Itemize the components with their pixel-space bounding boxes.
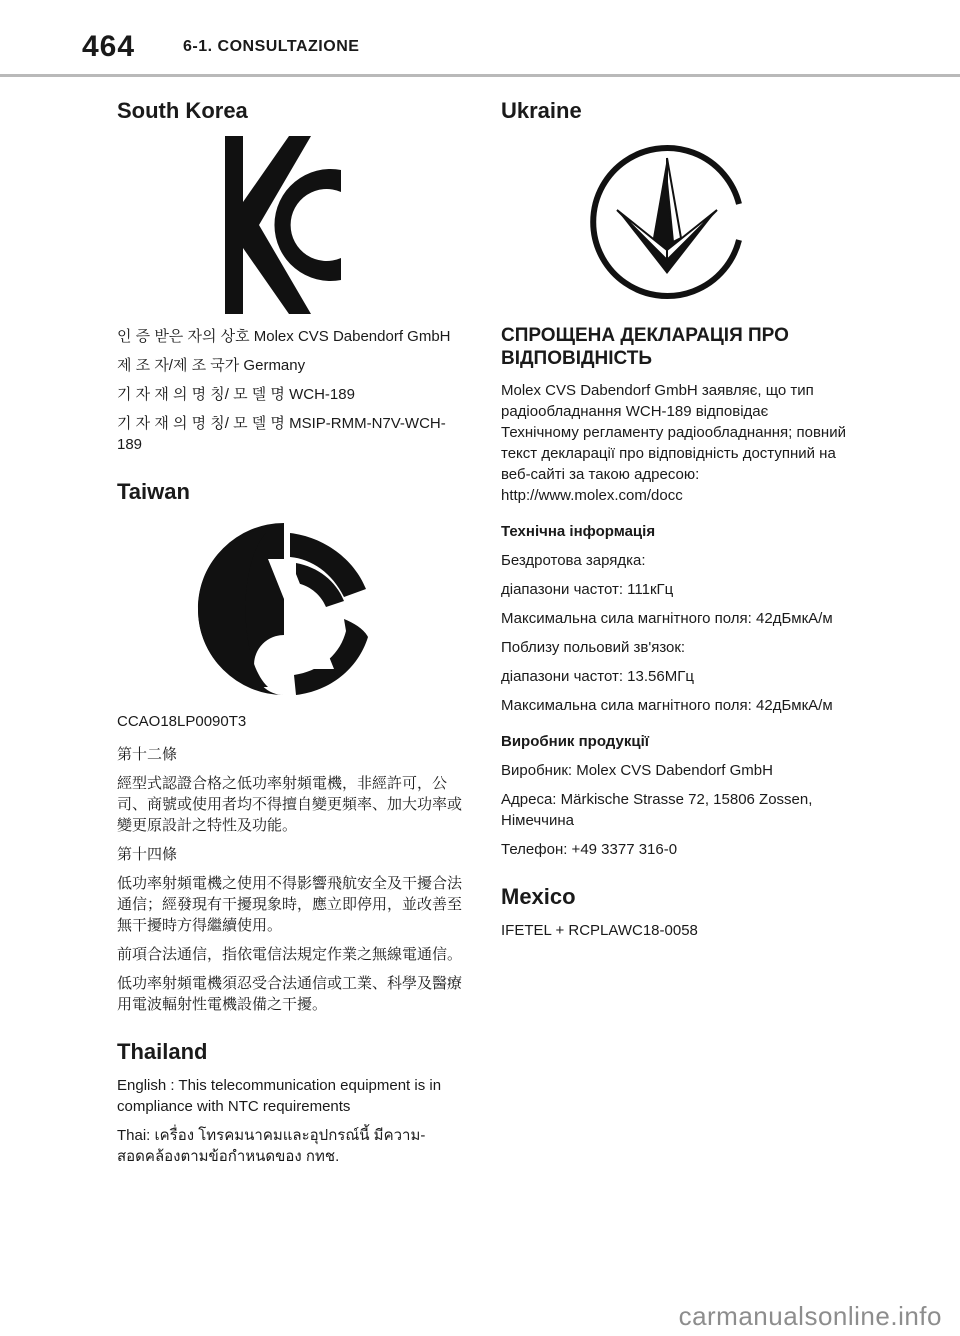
- ukraine-tech-line: діапазони частот: 13.56МГц: [501, 668, 694, 685]
- right-column: [501, 96, 846, 941]
- section-title-mexico: Mexico: [501, 884, 576, 909]
- ukraine-tech-title: Технічна інформація: [501, 523, 656, 540]
- taiwan-line: 第十二條: [117, 746, 178, 763]
- taiwan-line: CCAO18LP0090T3: [117, 713, 247, 730]
- ukraine-declaration-text: Molex CVS Dabendorf GmbH заявляє, що тип радіообладнання WCH-189 відповідає Технічному регламенту радіообладнання; повний текст декларації про відповідність доступний на веб-сайті за такою адресою: http://www.molex.com/docc: [501, 382, 846, 504]
- section-title-ukraine: Ukraine: [501, 98, 582, 123]
- page-number: 464: [82, 30, 136, 63]
- ukraine-tech-line: Бездротова зарядка:: [501, 552, 646, 569]
- korea-line: 기 자 재 의 명 칭/ 모 델 명 WCH-189: [117, 386, 355, 403]
- korea-line: 제 조 자/제 조 국가 Germany: [117, 357, 306, 374]
- taiwan-line: 前項合法通信，指依電信法規定作業之無線電通信。: [117, 946, 463, 963]
- ukraine-maker-title: Виробник продукції: [501, 733, 649, 750]
- taiwan-line: 經型式認證合格之低功率射頻電機，非經許可，公司、商號或使用者均不得擅自變更頻率、加大功率或變更原設計之特性及功能。: [117, 775, 463, 834]
- ukraine-maker-line: Виробник: Molex CVS Dabendorf GmbH: [501, 762, 773, 779]
- mexico-line: IFETEL + RCPLAWC18-0058: [501, 922, 698, 939]
- ukraine-tech-line: Максимальна сила магнітного поля: 42дБмкА/м: [501, 697, 833, 714]
- ukraine-tech-line: Максимальна сила магнітного поля: 42дБмкА/м: [501, 610, 833, 627]
- kc-mark-icon: [223, 134, 343, 316]
- korea-line: 기 자 재 의 명 칭/ 모 델 명 MSIP-RMM-N7V-WCH-189: [117, 415, 446, 453]
- ukraine-tech-line: діапазони частот: 111кГц: [501, 581, 674, 598]
- korea-line: 인 증 받은 자의 상호 Molex CVS Dabendorf GmbH: [117, 328, 451, 345]
- watermark: carmanualsonline.info: [678, 1301, 942, 1331]
- ukraine-maker-line: Адреса: Märkische Strasse 72, 15806 Zossen, Німеччина: [501, 791, 813, 829]
- ncc-mark-icon: [194, 519, 374, 699]
- taiwan-line: 第十四條: [117, 846, 178, 863]
- taiwan-line: 低功率射頻電機須忍受合法通信或工業、科學及醫療用電波輻射性電機設備之干擾。: [117, 975, 463, 1013]
- taiwan-line: 低功率射頻電機之使用不得影響飛航安全及干擾合法通信；經發現有干擾現象時，應立即停用，並改善至無干擾時方得繼續使用。: [117, 875, 463, 934]
- chapter-title: 6-1. CONSULTAZIONE: [183, 38, 360, 55]
- page-header: [0, 0, 960, 76]
- section-title-thailand: Thailand: [117, 1039, 208, 1064]
- thailand-line: Thai: เครื่อง โทรคมนาคมและอุปกรณ์นี้ มีความ-สอดคล้องตามข้อกำหนดของ กทช.: [117, 1127, 426, 1165]
- ukraine-tech-line: Поблизу польовий зв'язок:: [501, 639, 686, 656]
- section-title-taiwan: Taiwan: [117, 479, 190, 504]
- header-divider: [0, 74, 960, 77]
- ukraine-maker-line: Телефон: +49 3377 316-0: [501, 841, 678, 858]
- section-title-south-korea: South Korea: [117, 98, 248, 123]
- left-column: [117, 96, 467, 1167]
- ua-conformity-mark-icon: [587, 142, 747, 302]
- ukraine-declaration-title: СПРОЩЕНА ДЕКЛАРАЦІЯ ПРО ВІДПОВІДНІСТЬ: [501, 325, 789, 369]
- thailand-line: English : This telecommunication equipment is in compliance with NTC requirements: [117, 1077, 442, 1115]
